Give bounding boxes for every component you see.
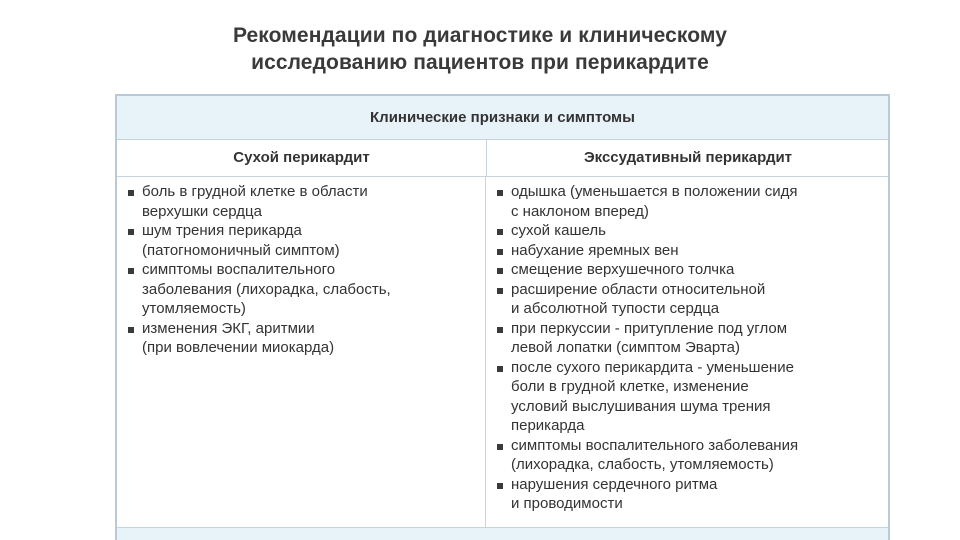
section-header: Клинические признаки и симптомы <box>117 96 888 140</box>
list-item-line: нарушения сердечного ритма <box>511 475 718 493</box>
title-line-1: Рекомендации по диагностике и клиническому <box>232 24 728 47</box>
list-item-line: боли в грудной клетке, изменение <box>511 378 749 395</box>
list-item-line: смещение верхушечного толчка <box>511 261 735 278</box>
list-item-line: перикарда <box>511 417 585 434</box>
list-item-line: (патогномоничный симптом) <box>142 241 340 259</box>
list-item <box>127 182 485 221</box>
list-item-line: и проводимости <box>511 495 623 512</box>
list-item <box>496 280 888 319</box>
square-bullet-icon <box>128 268 134 274</box>
square-bullet-icon <box>497 229 503 235</box>
symptoms-table <box>115 94 890 540</box>
column-dry <box>117 177 486 527</box>
square-bullet-icon <box>497 483 503 489</box>
table-body-row <box>117 177 888 527</box>
list-item-line: изменения ЭКГ, аритмии <box>142 319 315 337</box>
list-item-line: условий выслушивания шума трения <box>511 397 771 415</box>
list-item <box>127 221 485 260</box>
square-bullet-icon <box>497 366 503 372</box>
column-header-exudative: Экссудативный перикардит <box>583 149 793 166</box>
square-bullet-icon <box>128 190 134 196</box>
list-item-line: расширение области относительной <box>511 280 766 298</box>
list-item-line: набухание яремных вен <box>511 241 679 259</box>
column-header-row <box>117 139 888 177</box>
list-item-line: симптомы воспалительного <box>142 261 336 278</box>
list-item-line: (при вовлечении миокарда) <box>142 339 335 356</box>
list-item-line: и абсолютной тупости сердца <box>511 300 720 317</box>
list-item <box>496 182 888 221</box>
list-item <box>496 358 888 436</box>
list-item-line: при перкуссии - притупление под углом <box>511 319 788 337</box>
square-bullet-icon <box>497 327 503 333</box>
list-item-line: симптомы воспалительного заболевания <box>511 436 799 454</box>
list-item <box>496 260 888 280</box>
symptom-list-dry <box>127 182 485 358</box>
square-bullet-icon <box>128 229 134 235</box>
column-exudative <box>486 177 888 527</box>
list-item-line: верхушки сердца <box>142 202 262 220</box>
list-item-line: боль в грудной клетке в области <box>142 183 368 200</box>
title-line-2: исследованию пациентов при перикардите <box>251 51 709 74</box>
column-header-dry: Сухой перикардит <box>117 139 487 176</box>
next-section-band <box>117 527 888 540</box>
list-item-line: утомляемость) <box>142 300 246 317</box>
list-item <box>496 319 888 358</box>
square-bullet-icon <box>497 444 503 450</box>
page-title <box>0 22 960 76</box>
list-item-line: шум трения перикарда <box>142 222 302 239</box>
list-item <box>496 241 888 261</box>
list-item-line: левой лопатки (симптом Эварта) <box>511 339 740 356</box>
list-item-line: одышка (уменьшается в положении сидя <box>511 183 798 200</box>
square-bullet-icon <box>497 288 503 294</box>
symptom-list-exudative <box>496 182 888 514</box>
square-bullet-icon <box>128 327 134 333</box>
list-item <box>496 475 888 514</box>
list-item-line: заболевания (лихорадка, слабость, <box>142 280 391 298</box>
square-bullet-icon <box>497 190 503 196</box>
list-item <box>496 221 888 241</box>
list-item-line: (лихорадка, слабость, утомляемость) <box>511 456 774 473</box>
list-item <box>496 436 888 475</box>
list-item <box>127 260 485 319</box>
square-bullet-icon <box>497 268 503 274</box>
list-item-line: сухой кашель <box>511 222 606 239</box>
list-item-line: с наклоном вперед) <box>511 202 649 220</box>
list-item-line: после сухого перикардита - уменьшение <box>511 358 794 376</box>
list-item <box>127 319 485 358</box>
square-bullet-icon <box>497 249 503 255</box>
